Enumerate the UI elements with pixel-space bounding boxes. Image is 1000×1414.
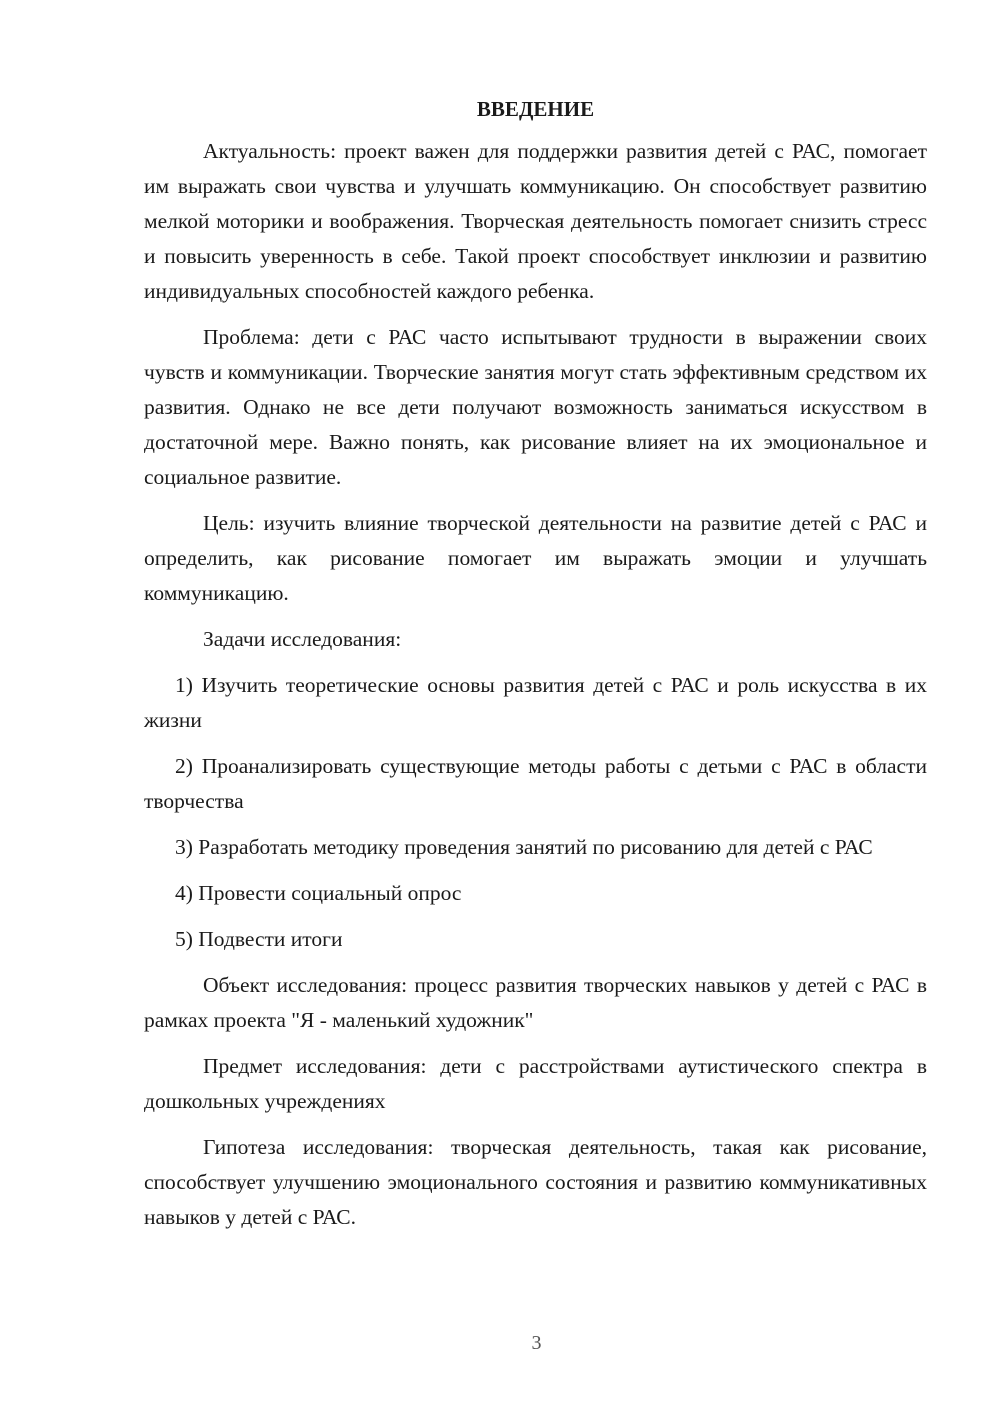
task-item-3: 3) Разработать методику проведения занятий по рисованию для детей с РАС (175, 835, 873, 859)
document-page (144, 92, 927, 1246)
task-item-2: 2) Проанализировать существующие методы работы с детьми с РАС в области творчества (144, 754, 927, 813)
subject-paragraph: Предмет исследования: дети с расстройствами аутистического спектра в дошкольных учреждениях (144, 1054, 927, 1113)
section-heading: ВВЕДЕНИЕ (476, 97, 595, 121)
problem-paragraph: Проблема: дети с РАС часто испытывают трудности в выражении своих чувств и коммуникации. Творческие занятия могут стать эффективным средством их развития. Однако не все дети получают возможность заниматься искусством в достаточной мере. Важно понять, как рисование влияет на их эмоциональное и социальное развитие. (144, 325, 927, 489)
hypothesis-paragraph: Гипотеза исследования: творческая деятельность, такая как рисование, способствует улучшению эмоционального состояния и развитию коммуникативных навыков у детей с РАС. (144, 1135, 927, 1229)
tasks-label: Задачи исследования: (203, 627, 402, 651)
task-item-5: 5) Подвести итоги (175, 927, 343, 951)
task-item-1: 1) Изучить теоретические основы развития детей с РАС и роль искусства в их жизни (144, 673, 927, 732)
task-item-4: 4) Провести социальный опрос (175, 881, 462, 905)
goal-paragraph: Цель: изучить влияние творческой деятельности на развитие детей с РАС и определить, как рисование помогает им выражать эмоции и улучшать коммуникацию. (144, 511, 927, 605)
page-number: 3 (531, 1332, 542, 1354)
relevance-paragraph: Актуальность: проект важен для поддержки развития детей с РАС, помогает им выражать свои чувства и улучшать коммуникацию. Он способствует развитию мелкой моторики и воображения. Творческая деятельность помогает снизить стресс и повысить уверенность в себе. Такой проект способствует инклюзии и развитию индивидуальных способностей каждого ребенка. (144, 139, 927, 303)
object-paragraph: Объект исследования: процесс развития творческих навыков у детей с РАС в рамках проекта "Я - маленький художник" (144, 973, 927, 1032)
